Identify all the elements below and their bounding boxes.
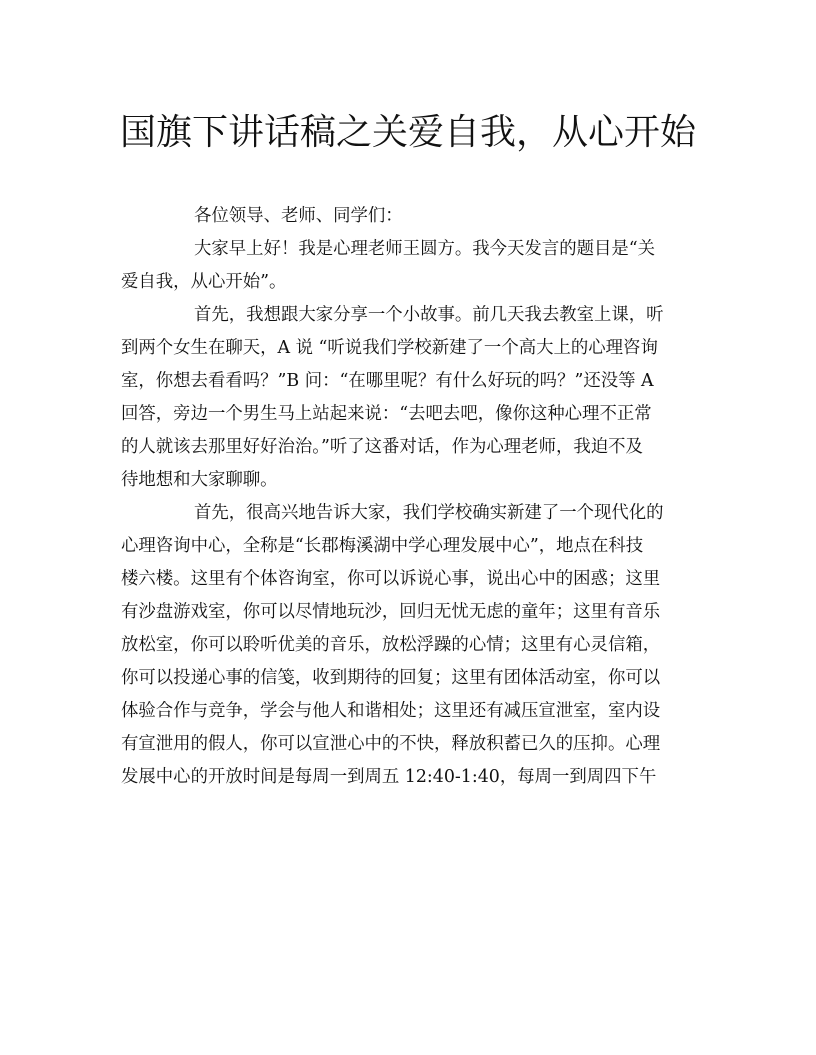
paragraph-line: 大家早上好！我是心理老师王圆方。我今天发言的题目是“关: [194, 239, 656, 259]
paragraph-line: 室，你想去看看吗？”B 问：“在哪里呢？有什么好玩的吗？”还没等 A: [121, 371, 654, 391]
paragraph-line: 回答，旁边一个男生马上站起来说：“去吧去吧，像你这种心理不正常: [121, 404, 652, 424]
paragraph-line: 心理咨询中心，全称是“长郡梅溪湖中学心理发展中心”，地点在科技: [121, 536, 644, 556]
paragraph-line: 首先，很高兴地告诉大家，我们学校确实新建了一个现代化的: [194, 503, 664, 523]
document-title: 国旗下讲话稿之关爱自我，从心开始: [119, 112, 696, 153]
paragraph-line: 有宣泄用的假人，你可以宣泄心中的不快，释放积蓄已久的压抑。心理: [121, 734, 661, 754]
paragraph-line: 楼六楼。这里有个体咨询室，你可以诉说心事，说出心中的困惑；这里: [121, 569, 661, 589]
salutation-line: 各位领导、老师、同学们：: [194, 206, 403, 226]
paragraph-line: 首先，我想跟大家分享一个小故事。前几天我去教室上课，听: [194, 305, 664, 325]
document-body: [121, 200, 695, 794]
paragraph-line: 放松室，你可以聆听优美的音乐，放松浮躁的心情；这里有心灵信箱，: [121, 635, 661, 655]
paragraph-line: 爱自我，从心开始”。: [121, 272, 287, 292]
paragraph-line: 的人就该去那里好好治治。”听了这番对话，作为心理老师，我迫不及: [121, 437, 643, 457]
paragraph-line: 待地想和大家聊聊。: [121, 470, 278, 490]
paragraph-line: 到两个女生在聊天，A 说 “听说我们学校新建了一个高大上的心理咨询: [121, 338, 658, 358]
paragraph-line: 体验合作与竞争，学会与他人和谐相处；这里还有减压宣泄室，室内设: [121, 701, 661, 721]
paragraph-line: 有沙盘游戏室，你可以尽情地玩沙，回归无忧无虑的童年；这里有音乐: [121, 602, 661, 622]
paragraph-line: 发展中心的开放时间是每周一到周五 12:40-1:40，每周一到周四下午: [121, 767, 657, 787]
paragraph-line: 你可以投递心事的信笺，收到期待的回复；这里有团体活动室，你可以: [121, 668, 661, 688]
